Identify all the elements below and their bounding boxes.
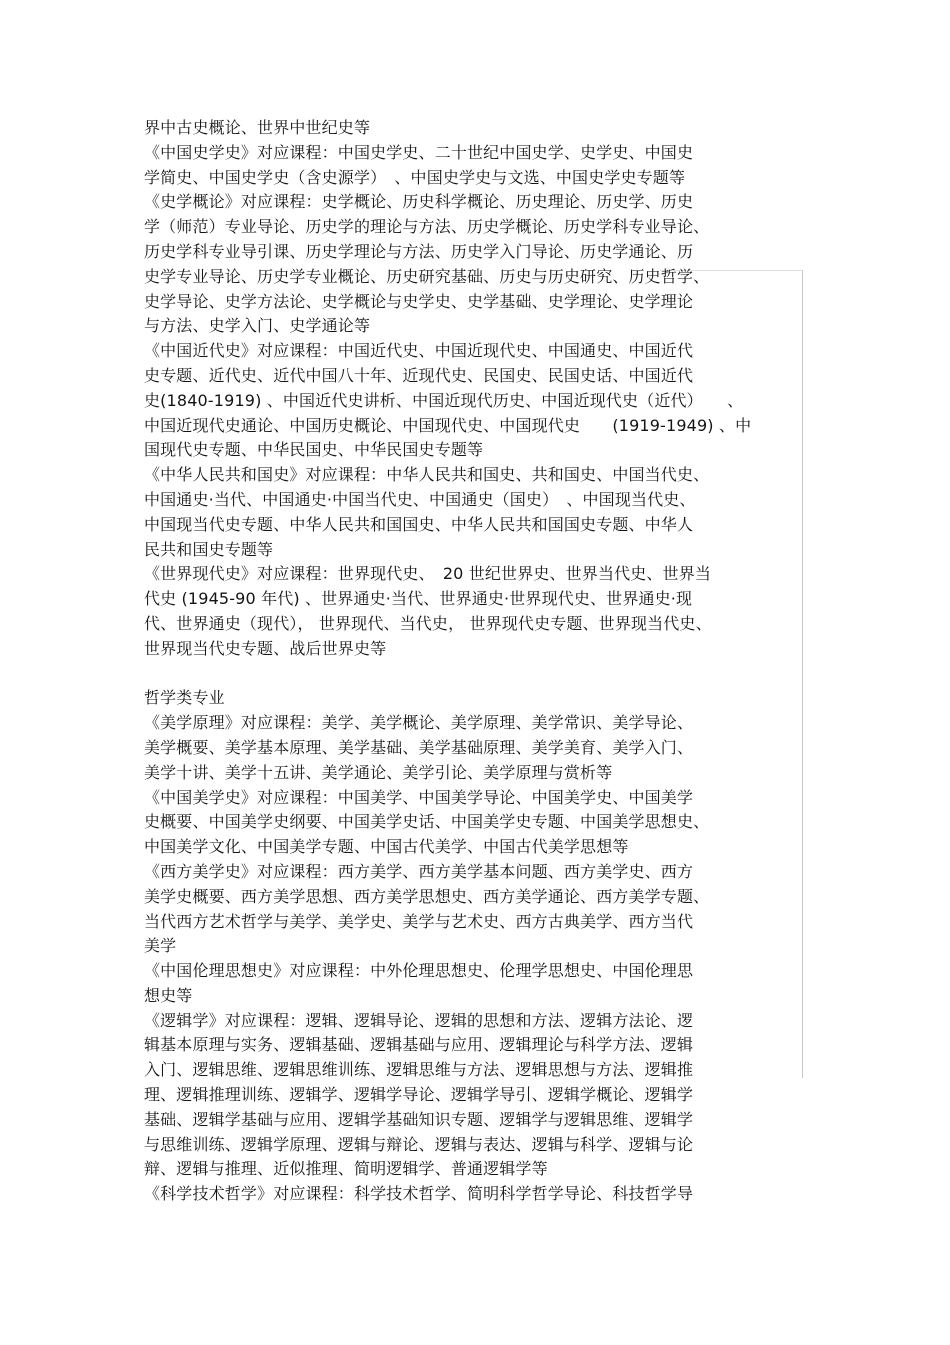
text-line: 美学概要、美学基本原理、美学基础、美学基础原理、美学美育、美学入门、 — [144, 737, 694, 757]
text-line: 民共和国史专题等 — [144, 539, 274, 559]
text-line: 《西方美学史》对应课程：西方美学、西方美学基本问题、西方美学史、西方 — [144, 861, 694, 881]
text-line: 史学专业导论、历史学专业概论、历史研究基础、历史与历史研究、历史哲学、 — [144, 266, 710, 286]
text-line: 《中华人民共和国史》对应课程：中华人民共和国史、共和国史、中国当代史、 — [144, 465, 710, 485]
text-line: 美学 — [144, 936, 177, 956]
text-line: 史(1840-1919) 、中国近代史讲析、中国近现代历史、中国近现代史（近代） 、 — [144, 390, 744, 410]
text-line: 学（师范）专业导论、历史学的理论与方法、历史学概论、历史学科专业导论、 — [144, 217, 710, 237]
text-line: 中国通史·当代、中国通史·中国当代史、中国通史（国史） 、中国现当代史、 — [144, 489, 696, 509]
text-line: 《中国伦理思想史》对应课程：中外伦理思想史、伦理学思想史、中国伦理思 — [144, 961, 694, 981]
text-line: 代史 (1945-90 年代) 、世界通史·当代、世界通史·世界现代史、世界通史·现 — [144, 589, 693, 609]
blank-line — [144, 662, 804, 687]
text-line: 中国美学文化、中国美学专题、中国古代美学、中国古代美学思想等 — [144, 837, 629, 857]
text-line: 与方法、史学入门、史学通论等 — [144, 316, 371, 336]
text-line: 《美学原理》对应课程：美学、美学概论、美学原理、美学常识、美学导论、 — [144, 713, 694, 733]
text-line: 《中国近代史》对应课程：中国近代史、中国近现代史、中国通史、中国近代 — [144, 341, 694, 361]
text-line: 入门、逻辑思维、逻辑思维训练、逻辑思维与方法、逻辑思想与方法、逻辑推 — [144, 1060, 694, 1080]
text-line: 理、逻辑推理训练、逻辑学、逻辑学导论、逻辑学导引、逻辑学概论、逻辑学 — [144, 1085, 694, 1105]
text-line: 界中古史概论、世界中世纪史等 — [144, 118, 371, 137]
text-line: 国现代史专题、中华民国史、中华民国史专题等 — [144, 440, 484, 460]
text-line: 辩、逻辑与推理、近似推理、简明逻辑学、普通逻辑学等 — [144, 1159, 548, 1179]
text-line: 学简史、中国史学史（含史源学） 、中国史学史与文选、中国史学史专题等 — [144, 167, 686, 187]
text-line: 《史学概论》对应课程：史学概论、历史科学概论、历史理论、历史学、历史 — [144, 192, 694, 212]
text-line: 《逻辑学》对应课程：逻辑、逻辑导论、逻辑的思想和方法、逻辑方法论、逻 — [144, 1010, 694, 1030]
text-line: 历史学科专业导引课、历史学理论与方法、历史学入门导论、历史学通论、历 — [144, 241, 694, 261]
text-line: 史学导论、史学方法论、史学概论与史学史、史学基础、史学理论、史学理论 — [144, 291, 694, 311]
section-heading: 哲学类专业 — [144, 688, 225, 708]
text-line: 当代西方艺术哲学与美学、美学史、美学与艺术史、西方古典美学、西方当代 — [144, 911, 694, 931]
text-line: 《中国史学史》对应课程：中国史学史、二十世纪中国史学、史学史、中国史 — [144, 142, 694, 162]
text-line: 中国近现代史通论、中国历史概论、中国现代史、中国现代史 (1919-1949) 、中 — [144, 415, 752, 435]
text-line: 史专题、近代史、近代中国八十年、近现代史、民国史、民国史话、中国近代 — [144, 365, 694, 385]
text-line: 世界现当代史专题、战后世界史等 — [144, 638, 387, 658]
text-line: 《世界现代史》对应课程：世界现代史、 20 世纪世界史、世界当代史、世界当 — [144, 564, 711, 584]
text-line: 基础、逻辑学基础与应用、逻辑学基础知识专题、逻辑学与逻辑思维、逻辑学 — [144, 1109, 694, 1129]
text-line: 想史等 — [144, 985, 193, 1005]
text-line: 中国现当代史专题、中华人民共和国国史、中华人民共和国国史专题、中华人 — [144, 514, 694, 534]
text-line: 史概要、中国美学史纲要、中国美学史话、中国美学史专题、中国美学思想史、 — [144, 812, 710, 832]
document-body — [144, 116, 804, 1207]
text-line: 美学十讲、美学十五讲、美学通论、美学引论、美学原理与赏析等 — [144, 762, 613, 782]
text-line: 《中国美学史》对应课程：中国美学、中国美学导论、中国美学史、中国美学 — [144, 787, 694, 807]
text-line: 辑基本原理与实务、逻辑基础、逻辑基础与应用、逻辑理论与科学方法、逻辑 — [144, 1035, 694, 1055]
text-line: 与思维训练、逻辑学原理、逻辑与辩论、逻辑与表达、逻辑与科学、逻辑与论 — [144, 1134, 694, 1154]
text-line: 代、世界通史（现代）， 世界现代、当代史， 世界现代史专题、世界现当代史、 — [144, 613, 712, 633]
text-line: 美学史概要、西方美学思想、西方美学思想史、西方美学通论、西方美学专题、 — [144, 886, 710, 906]
text-line: 《科学技术哲学》对应课程：科学技术哲学、简明科学哲学导论、科技哲学导 — [144, 1184, 694, 1204]
